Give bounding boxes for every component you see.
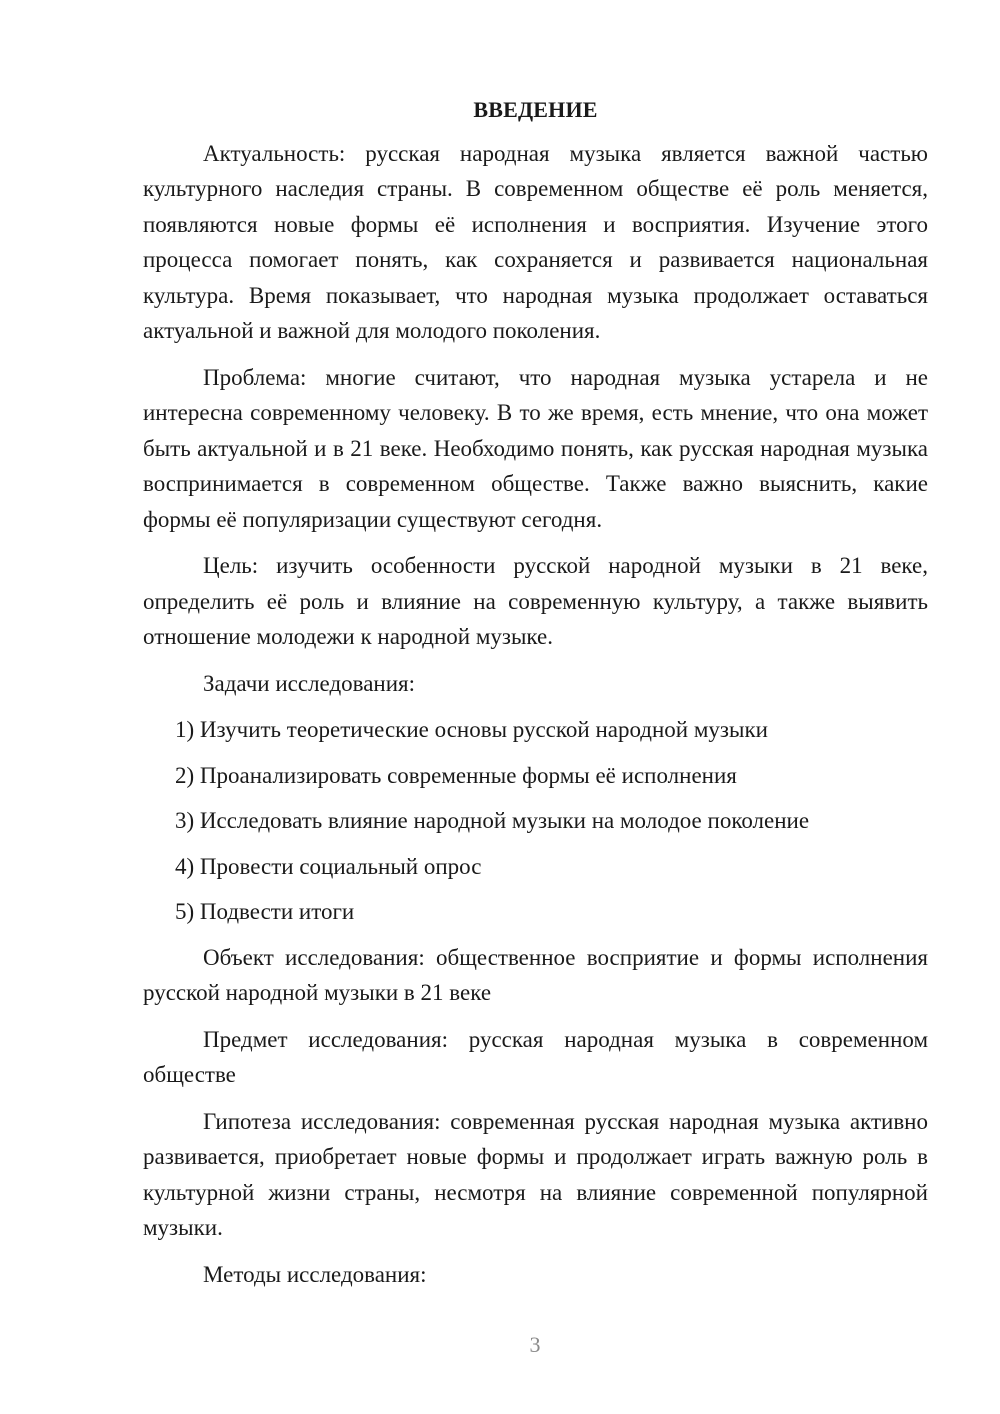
- tasks-heading: Задачи исследования:: [203, 670, 416, 696]
- list-item: 4) Провести социальный опрос: [175, 853, 482, 879]
- paragraph-problem: Проблема: многие считают, что народная музыка устарела и не интересна современному человеку. В то же время, есть мнение, что она может быть актуальной и в 21 веке. Необходимо понять, как русская народная музыка воспринимается в современном обществе. Также важно выяснить, какие формы её популяризации существуют сегодня.: [143, 364, 928, 532]
- paragraph-object: Объект исследования: общественное восприятие и формы исполнения русской народной музыки в 21 веке: [143, 944, 928, 1005]
- tasks-list: [143, 712, 928, 930]
- paragraph-hypothesis: Гипотеза исследования: современная русская народная музыка активно развивается, приобретает новые формы и продолжает играть важную роль в культурной жизни страны, несмотря на влияние современной популярной музыки.: [143, 1108, 928, 1240]
- list-item: 2) Проанализировать современные формы её исполнения: [175, 762, 737, 788]
- paragraph-subject: Предмет исследования: русская народная музыка в современном обществе: [143, 1026, 928, 1087]
- document-page: [143, 92, 928, 1303]
- page-title: ВВЕДЕНИЕ: [473, 97, 598, 122]
- list-item: 3) Исследовать влияние народной музыки на молодое поколение: [175, 808, 810, 833]
- methods-heading: Методы исследования:: [203, 1261, 427, 1287]
- list-item: 5) Подвести итоги: [175, 899, 355, 924]
- list-item: 1) Изучить теоретические основы русской народной музыки: [175, 717, 768, 742]
- page-number: 3: [529, 1332, 541, 1357]
- paragraph-relevance: Актуальность: русская народная музыка является важной частью культурного наследия страны. В современном обществе её роль меняется, появляются новые формы её исполнения и восприятия. Изучение этого процесса помогает понять, как сохраняется и развивается национальная культура. Время показывает, что народная музыка продолжает оставаться актуальной и важной для молодого поколения.: [143, 140, 928, 343]
- paragraph-goal: Цель: изучить особенности русской народной музыки в 21 веке, определить её роль и влияние на современную культуру, а также выявить отношение молодежи к народной музыке.: [143, 553, 928, 649]
